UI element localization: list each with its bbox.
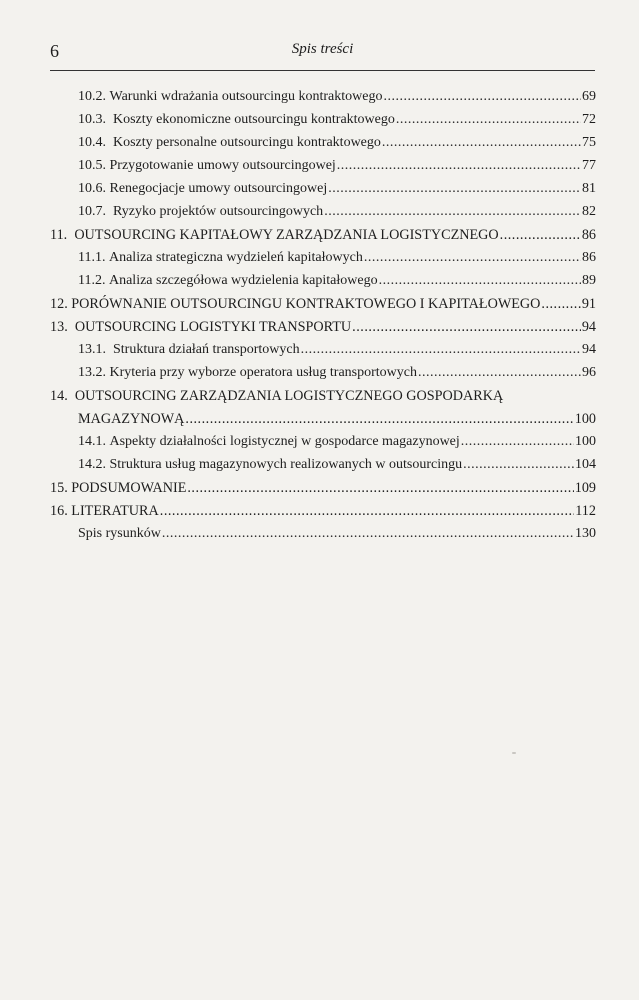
toc-entry-page: 82 [582, 204, 596, 219]
toc-entry-14-1 [78, 432, 596, 454]
toc-leader-dots [160, 501, 574, 521]
toc-entry-number: 14. [50, 388, 68, 404]
toc-entry-page: 91 [581, 296, 596, 312]
toc-entry-title: Przygotowanie umowy outsourcingowej [109, 158, 336, 173]
toc-leader-dots [541, 294, 580, 314]
toc-entry-title-continued: MAGAZYNOWĄ [78, 411, 185, 427]
toc-leader-dots [463, 455, 574, 475]
toc-entry-page: 72 [582, 112, 596, 127]
toc-entry-page: 104 [575, 457, 596, 472]
toc-entry-number: 10.6. [78, 181, 106, 196]
toc-entry-title: Analiza szczegółowa wydzielenia kapitałowego [108, 273, 378, 288]
toc-entry-number: 11.1. [78, 250, 106, 265]
toc-entry-page: 69 [582, 89, 596, 104]
toc-leader-dots [364, 248, 581, 268]
toc-entry-page: 81 [582, 181, 596, 196]
toc-leader-dots [337, 156, 581, 176]
toc-leader-dots [418, 363, 581, 383]
toc-entry-title: Koszty personalne outsourcingu kontraktowego [113, 135, 381, 150]
toc-entry-number: 10.3. [78, 112, 106, 127]
toc-entry-11 [50, 225, 596, 247]
toc-entry-10-5 [78, 156, 596, 178]
toc-entry-title: Ryzyko projektów outsourcingowych [113, 204, 324, 219]
paper-smudge [512, 752, 516, 754]
toc-entry-13-1 [78, 340, 596, 362]
toc-entry-11-2 [78, 271, 596, 293]
toc-entry-number: 11.2. [78, 273, 106, 288]
toc-leader-dots [379, 271, 581, 291]
toc-leader-dots [185, 409, 573, 429]
toc-entry-title: Aspekty działalności logistycznej w gospodarce magazynowej [109, 434, 460, 449]
toc-entry-page: 77 [582, 158, 596, 173]
toc-entry-title: Struktura usług magazynowych realizowanych w outsourcingu [109, 457, 463, 472]
page-number: 6 [50, 41, 59, 61]
toc-entry-title: PODSUMOWANIE [71, 480, 187, 496]
toc-leader-dots [461, 432, 574, 452]
toc-leader-dots [187, 478, 573, 498]
toc-entry-title: PORÓWNANIE OUTSOURCINGU KONTRAKTOWEGO I KAPITAŁOWEGO [71, 296, 541, 312]
toc-entry-16 [50, 501, 596, 523]
toc-entry-13 [50, 317, 596, 339]
toc-entry-page: 89 [582, 273, 596, 288]
toc-entry-title: Koszty ekonomiczne outsourcingu kontraktowego [113, 112, 395, 127]
toc-entry-10-4 [78, 133, 596, 155]
toc-leader-dots [383, 87, 581, 107]
toc-entry-number: 16. [50, 503, 68, 519]
toc-entry-number: 10.2. [78, 89, 106, 104]
toc-entry-title: OUTSOURCING LOGISTYKI TRANSPORTU [74, 319, 352, 335]
toc-entry-page: 86 [582, 250, 596, 265]
toc-leader-dots [352, 317, 581, 337]
toc-entry-page: 109 [574, 480, 596, 496]
toc-entry-page: 94 [581, 319, 596, 335]
toc-entry-title: OUTSOURCING KAPITAŁOWY ZARZĄDZANIA LOGISTYCZNEGO [74, 227, 499, 243]
toc-entry-title: Struktura działań transportowych [113, 342, 300, 357]
toc-entry-title: OUTSOURCING ZARZĄDZANIA LOGISTYCZNEGO GOSPODARKĄ [74, 388, 504, 404]
toc-entry-title: Warunki wdrażania outsourcingu kontraktowego [109, 89, 383, 104]
running-title: Spis treści [291, 41, 354, 57]
toc-entry-10-6 [78, 179, 596, 201]
toc-entry-number: 12. [50, 296, 68, 312]
toc-leader-dots [328, 179, 581, 199]
toc-leader-dots [301, 340, 581, 360]
toc-entry-10-3 [78, 110, 596, 132]
toc-entry-page: 96 [582, 365, 596, 380]
toc-entry-10-2 [78, 87, 596, 109]
toc-entry-13-2 [78, 363, 596, 385]
toc-entry-10-7 [78, 202, 596, 224]
toc-entry-page: 86 [581, 227, 596, 243]
toc-entry-number: 10.4. [78, 135, 106, 150]
toc-entry-14-first-line [50, 386, 503, 406]
toc-leader-dots [324, 202, 581, 222]
toc-entry-title: Spis rysunków [78, 526, 161, 541]
toc-entry-number: 13.1. [78, 342, 106, 357]
toc-entry-number: 15. [50, 480, 68, 496]
toc-entry-number: 13. [50, 319, 68, 335]
toc-entry-title: LITERATURA [71, 503, 159, 519]
toc-entry-12 [50, 294, 596, 316]
toc-entry-number: 10.5. [78, 158, 106, 173]
toc-entry-15 [50, 478, 596, 500]
toc-entry-number: 10.7. [78, 204, 106, 219]
toc-entry-number: 14.1. [78, 434, 106, 449]
toc-leader-dots [162, 524, 574, 544]
toc-entry-page: 100 [574, 411, 596, 427]
toc-entry-spis-rysunkow [78, 524, 596, 546]
toc-entry-page: 112 [575, 503, 596, 519]
toc-leader-dots [500, 225, 581, 245]
toc-entry-title: Analiza strategiczna wydzieleń kapitałowych [108, 250, 363, 265]
toc-entry-page: 130 [575, 526, 596, 541]
toc-entry-page: 94 [582, 342, 596, 357]
toc-entry-page: 75 [582, 135, 596, 150]
toc-entry-14 [78, 409, 596, 431]
toc-entry-number: 14.2. [78, 457, 106, 472]
toc-entry-14-2 [78, 455, 596, 477]
toc-entry-title: Renegocjacje umowy outsourcingowej [109, 181, 328, 196]
toc-entry-11-1 [78, 248, 596, 270]
toc-leader-dots [382, 133, 581, 153]
toc-entry-number: 13.2. [78, 365, 106, 380]
toc-entry-page: 100 [575, 434, 596, 449]
toc-entry-number: 11. [50, 227, 68, 243]
toc-leader-dots [396, 110, 581, 130]
toc-entry-title: Kryteria przy wyborze operatora usług transportowych [109, 365, 418, 380]
